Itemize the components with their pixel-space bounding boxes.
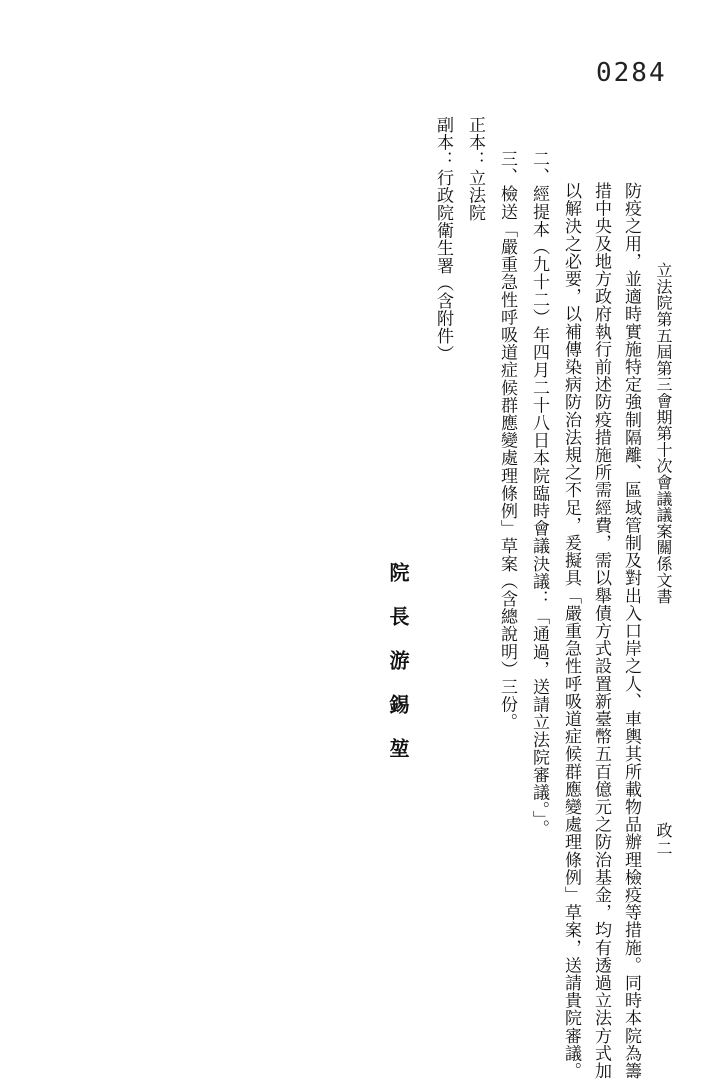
body-line-1: 防疫之用，並適時實施特定強制隔離、區域管制及對出入口岸之人、車輿其所載物品辦理檢疫等措施。同時本院為籌	[621, 182, 641, 1080]
document-title: 立法院第五屆第三會期第十次會議議案關係文書	[654, 262, 673, 605]
item-3: 三、檢送「嚴重急性呼吸道症候群應變處理條例」草案（含總說明）三份。	[497, 150, 517, 731]
distribution-copy: 副本：行政院衛生署（含附件）	[433, 116, 453, 363]
distribution-original: 正本：立法院	[465, 116, 485, 222]
item-2: 二、經提本（九十二）年四月二十八日本院臨時會議決議：「通過，送請立法院審議。」。	[529, 150, 549, 837]
body-line-3: 以解決之必要，以補傳染病防治法規之不足，爰擬具「嚴重急性呼吸道症候群應變處理條例」草案，送請貴院審議。	[561, 182, 581, 1080]
signature: 院長游錫堃	[386, 562, 410, 782]
body-line-2: 措中央及地方政府執行前述防疫措施所需經費，需以舉債方式設置新臺幣五百億元之防治基金，均有透過立法方式加	[591, 182, 611, 1080]
document-category: 政二	[654, 822, 673, 858]
page-number: 0284	[596, 58, 667, 88]
